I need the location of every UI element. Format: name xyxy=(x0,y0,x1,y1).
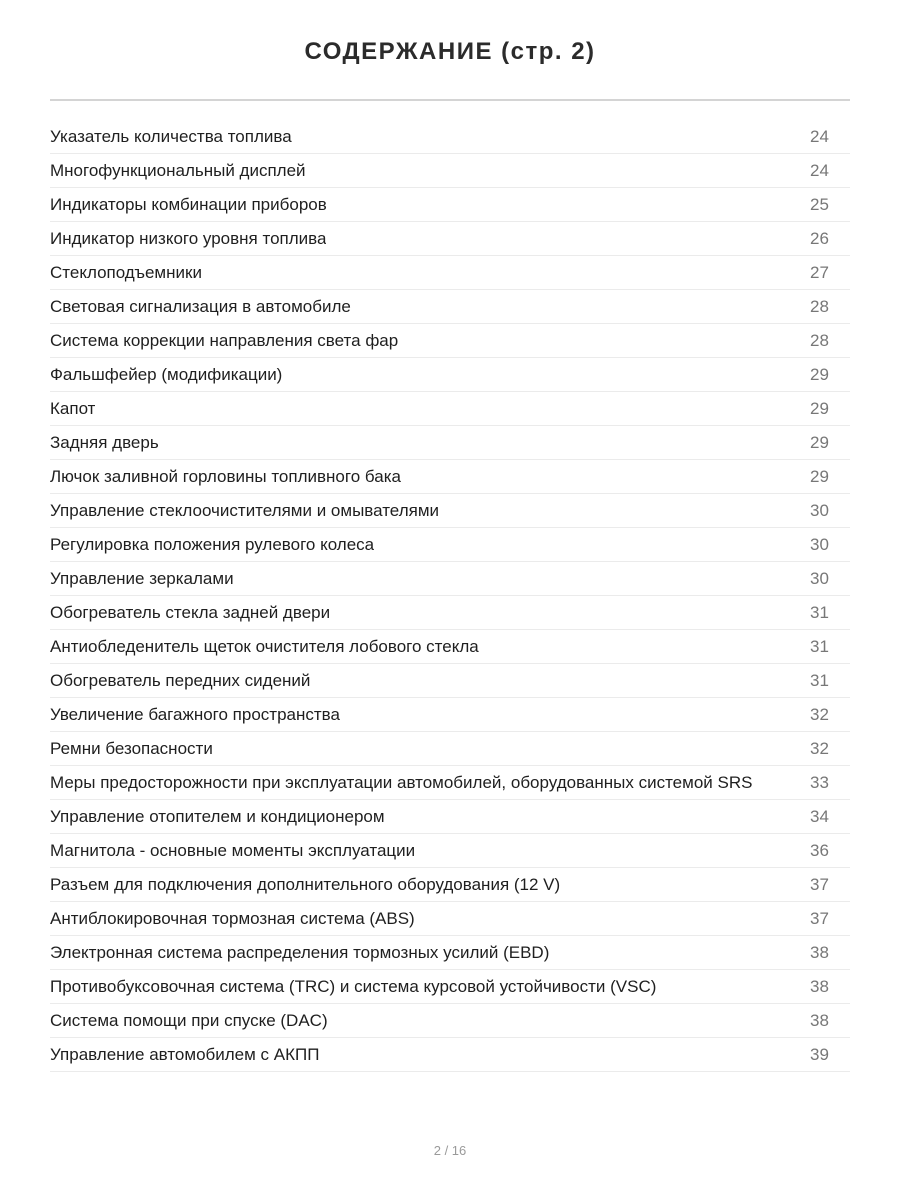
toc-entry-title: Обогреватель стекла задней двери xyxy=(50,603,331,622)
toc-entry-title: Управление зеркалами xyxy=(50,569,234,588)
toc-entry[interactable] xyxy=(50,154,850,188)
toc-entry-page-number: 39 xyxy=(810,1045,829,1064)
toc-entry-title: Индикатор низкого уровня топлива xyxy=(50,229,327,248)
toc-entry-page-number: 28 xyxy=(810,331,829,350)
toc-entry-title: Многофункциональный дисплей xyxy=(50,161,306,180)
toc-entry-title: Капот xyxy=(50,399,96,418)
toc-entry[interactable] xyxy=(50,358,850,392)
toc-entry[interactable] xyxy=(50,324,850,358)
toc-entry-page-number: 31 xyxy=(810,637,829,656)
toc-entry-title: Увеличение багажного пространства xyxy=(50,705,340,724)
toc-entry[interactable] xyxy=(50,290,850,324)
toc-entry-page-number: 32 xyxy=(810,739,829,758)
toc-entry-title: Световая сигнализация в автомобиле xyxy=(50,297,351,316)
toc-entry-page-number: 27 xyxy=(810,263,829,282)
toc-entry[interactable] xyxy=(50,970,850,1004)
toc-entry-page-number: 29 xyxy=(810,467,829,486)
toc-entry[interactable] xyxy=(50,222,850,256)
page-title: СОДЕРЖАНИЕ (стр. 2) xyxy=(304,38,596,65)
toc-entry[interactable] xyxy=(50,834,850,868)
toc-entry-page-number: 38 xyxy=(810,1011,829,1030)
toc-entry[interactable] xyxy=(50,664,850,698)
toc-entry[interactable] xyxy=(50,392,850,426)
toc-entry-page-number: 29 xyxy=(810,433,829,452)
toc-entry-title: Противобуксовочная система (TRC) и система курсовой устойчивости (VSC) xyxy=(50,977,657,996)
toc-entry-title: Указатель количества топлива xyxy=(50,127,292,146)
toc-entry[interactable] xyxy=(50,1038,850,1072)
toc-entry[interactable] xyxy=(50,528,850,562)
toc-entry-title: Система коррекции направления света фар xyxy=(50,331,399,350)
toc-entry-title: Регулировка положения рулевого колеса xyxy=(50,535,375,554)
toc-entry-page-number: 37 xyxy=(810,875,829,894)
toc-entry[interactable] xyxy=(50,188,850,222)
toc-entry-page-number: 30 xyxy=(810,569,829,588)
toc-entry-page-number: 31 xyxy=(810,603,829,622)
toc-entry-page-number: 26 xyxy=(810,229,829,248)
toc-entry-title: Индикаторы комбинации приборов xyxy=(50,195,327,214)
toc-entry-title: Меры предосторожности при эксплуатации автомобилей, оборудованных системой SRS xyxy=(50,773,753,792)
toc-entry-page-number: 25 xyxy=(810,195,829,214)
toc-entry-title: Управление стеклоочистителями и омывателями xyxy=(50,501,439,520)
toc-entry-title: Ремни безопасности xyxy=(50,739,213,758)
toc-entry-page-number: 29 xyxy=(810,365,829,384)
toc-entry-page-number: 36 xyxy=(810,841,829,860)
toc-entry-page-number: 24 xyxy=(810,127,829,146)
table-of-contents xyxy=(50,120,850,1072)
toc-entry-page-number: 33 xyxy=(810,773,829,792)
toc-entry[interactable] xyxy=(50,766,850,800)
toc-entry[interactable] xyxy=(50,732,850,766)
toc-entry[interactable] xyxy=(50,698,850,732)
toc-entry-title: Стеклоподъемники xyxy=(50,263,202,282)
toc-entry-title: Система помощи при спуске (DAC) xyxy=(50,1011,328,1030)
toc-entry[interactable] xyxy=(50,800,850,834)
toc-entry-page-number: 29 xyxy=(810,399,829,418)
toc-entry[interactable] xyxy=(50,596,850,630)
toc-entry-page-number: 37 xyxy=(810,909,829,928)
toc-entry-page-number: 38 xyxy=(810,943,829,962)
toc-entry[interactable] xyxy=(50,902,850,936)
toc-entry-title: Управление отопителем и кондиционером xyxy=(50,807,385,826)
toc-entry-title: Антиобледенитель щеток очистителя лобового стекла xyxy=(50,637,479,656)
toc-entry-title: Электронная система распределения тормозных усилий (EBD) xyxy=(50,943,550,962)
toc-entry-title: Обогреватель передних сидений xyxy=(50,671,311,690)
toc-entry-page-number: 31 xyxy=(810,671,829,690)
toc-entry[interactable] xyxy=(50,120,850,154)
page-counter: 2 / 16 xyxy=(433,1143,467,1158)
toc-entry[interactable] xyxy=(50,256,850,290)
toc-entry-page-number: 32 xyxy=(810,705,829,724)
title-divider xyxy=(50,99,850,101)
toc-entry[interactable] xyxy=(50,630,850,664)
toc-entry[interactable] xyxy=(50,460,850,494)
toc-entry-title: Фальшфейер (модификации) xyxy=(50,365,283,384)
toc-entry-page-number: 28 xyxy=(810,297,829,316)
toc-entry-title: Лючок заливной горловины топливного бака xyxy=(50,467,401,486)
toc-entry-page-number: 34 xyxy=(810,807,829,826)
toc-entry-page-number: 30 xyxy=(810,535,829,554)
toc-entry-title: Разъем для подключения дополнительного оборудования (12 V) xyxy=(50,875,561,894)
toc-entry[interactable] xyxy=(50,868,850,902)
toc-entry-title: Задняя дверь xyxy=(50,433,159,452)
toc-entry[interactable] xyxy=(50,936,850,970)
toc-entry-title: Управление автомобилем с АКПП xyxy=(50,1045,320,1064)
toc-entry-title: Магнитола - основные моменты эксплуатации xyxy=(50,841,416,860)
toc-entry[interactable] xyxy=(50,1004,850,1038)
toc-entry-page-number: 30 xyxy=(810,501,829,520)
toc-entry[interactable] xyxy=(50,426,850,460)
toc-entry-page-number: 38 xyxy=(810,977,829,996)
toc-entry-page-number: 24 xyxy=(810,161,829,180)
toc-entry[interactable] xyxy=(50,494,850,528)
toc-entry-title: Антиблокировочная тормозная система (ABS) xyxy=(50,909,415,928)
toc-entry[interactable] xyxy=(50,562,850,596)
